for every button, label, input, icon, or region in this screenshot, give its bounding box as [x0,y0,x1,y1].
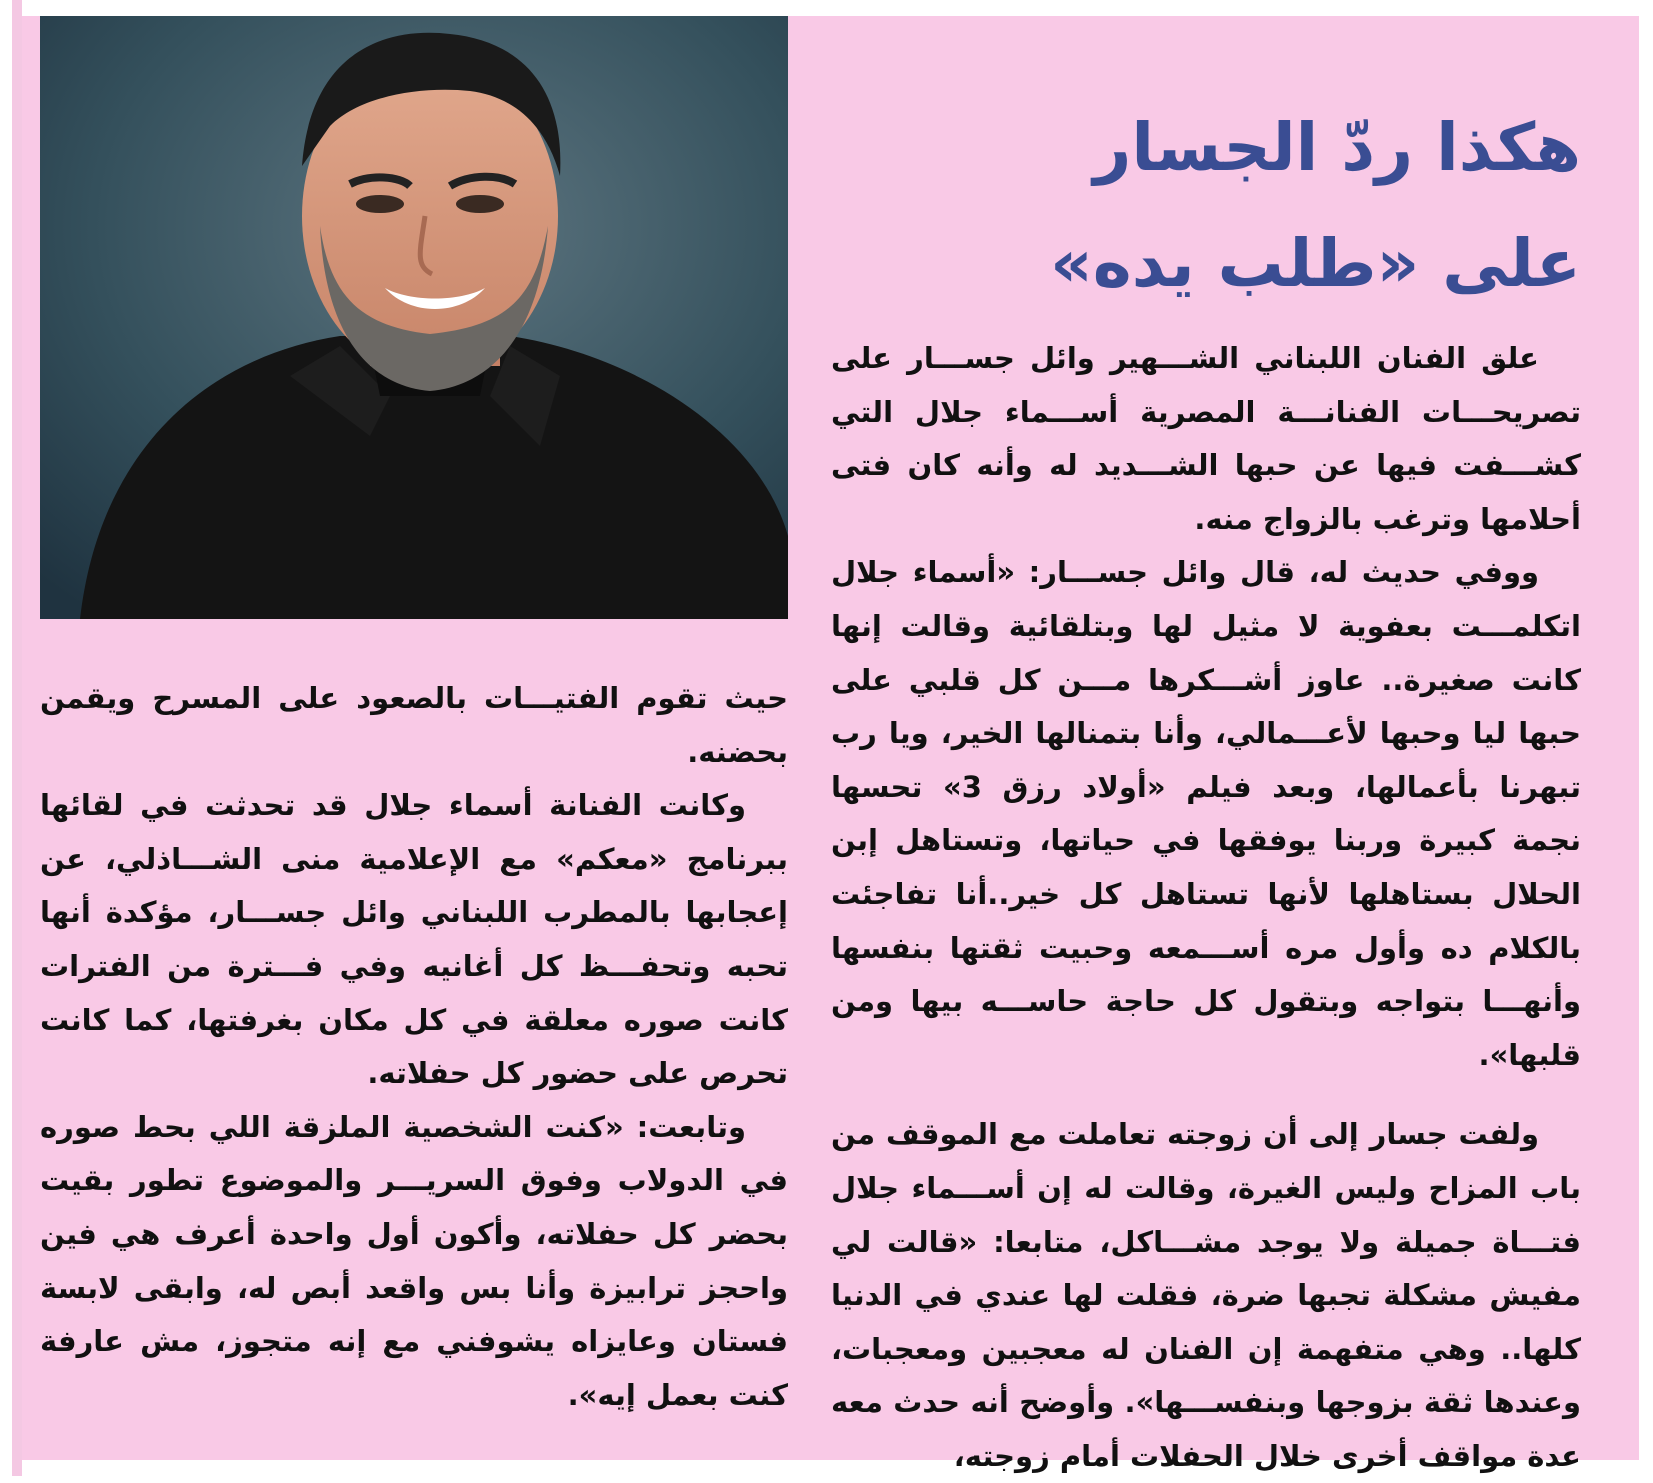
headline-line-1: هكذا ردّ الجسار [1093,109,1581,186]
paragraph: حيث تقوم الفتيـــات بالصعود على المسرح ويقمن بحضنه. [40,681,788,769]
article-column-left [40,672,788,1422]
paragraph: ووفي حديث له، قال وائل جســـار: «أسماء جلال اتكلمـــت بعفوية لا مثيل لها وبتلقائية وقالت إنها كانت صغيرة.. عاوز أشـــكرها مـــن كل قلبي على حبها ليا وحبها لأعـــمالي، وأنا بتمنالها الخير، ويا رب تبهرنا بأعمالها، وبعد فيلم «أولاد رزق 3» تحسها نجمة كبيرة وربنا يوفقها في حياتها، وتستاهل إبن الحلال بستاهلها لأنها تستاهل كل خير..أنا تفاجئت بالكلام ده وأول مره أســـمعه وحبيت ثقتها بنفسها وأنهـــا بتواجه وبتقول كل حاجة حاســـه بيها ومن قلبها». [831,555,1582,1072]
paragraph: وكانت الفنانة أسماء جلال قد تحدثت في لقائها ببرنامج «معكم» مع الإعلامية منى الشـــاذلي، عن إعجابها بالمطرب اللبناني وائل جســـار، مؤكدة أنها تحبه وتحفـــظ كل أغانيه وفي فـــترة من الفترات كانت صوره معلقة في كل مكان بغرفتها، كما كانت تحرص على حضور كل حفلاته. [40,788,788,1091]
headline-line-2: على «طلب يده» [1050,225,1581,302]
headline [861,90,1581,322]
portrait-photo [40,16,788,619]
paragraph: علق الفنان اللبناني الشـــهير وائل جســـار على تصريحـــات الفنانـــة المصرية أســـماء جلال التي كشـــفت فيها عن حبها الشـــديد له وأنه كان فتى أحلامها وترغب بالزواج منه. [831,341,1581,536]
portrait-photo-icon [40,16,788,619]
paragraph: ولفت جسار إلى أن زوجته تعاملت مع الموقف من باب المزاح وليس الغيرة، وقالت له إن أســـماء جلال فتـــاة جميلة ولا يوجد مشـــاكل، متابعا: «قالت لي مفيش مشكلة تجبها ضرة، فقلت لها عندي في الدنيا كلها.. وهي متفهمة إن الفنان له معجبين ومعجبات، وعندها ثقة بزوجها وبنفســـها». وأوضح أنه حدث معه عدة مواقف أخرى خلال الحفلات أمام زوجته، [831,1117,1581,1473]
left-edge-border [12,0,22,1476]
article-column-right [831,332,1581,1483]
paragraph: وتابعت: «كنت الشخصية الملزقة اللي بحط صوره في الدولاب وفوق السريـــر والموضوع تطور بقيت بحضر كل حفلاته، وأكون أول واحدة أعرف هي فين واحجز ترابيزة وأنا بس واقعد أبص له، وابقى لابسة فستان وعايزاه يشوفني مع إنه متجوز، مش عارفة كنت بعمل إيه». [40,1109,788,1412]
left-margin-strip [0,0,12,1476]
